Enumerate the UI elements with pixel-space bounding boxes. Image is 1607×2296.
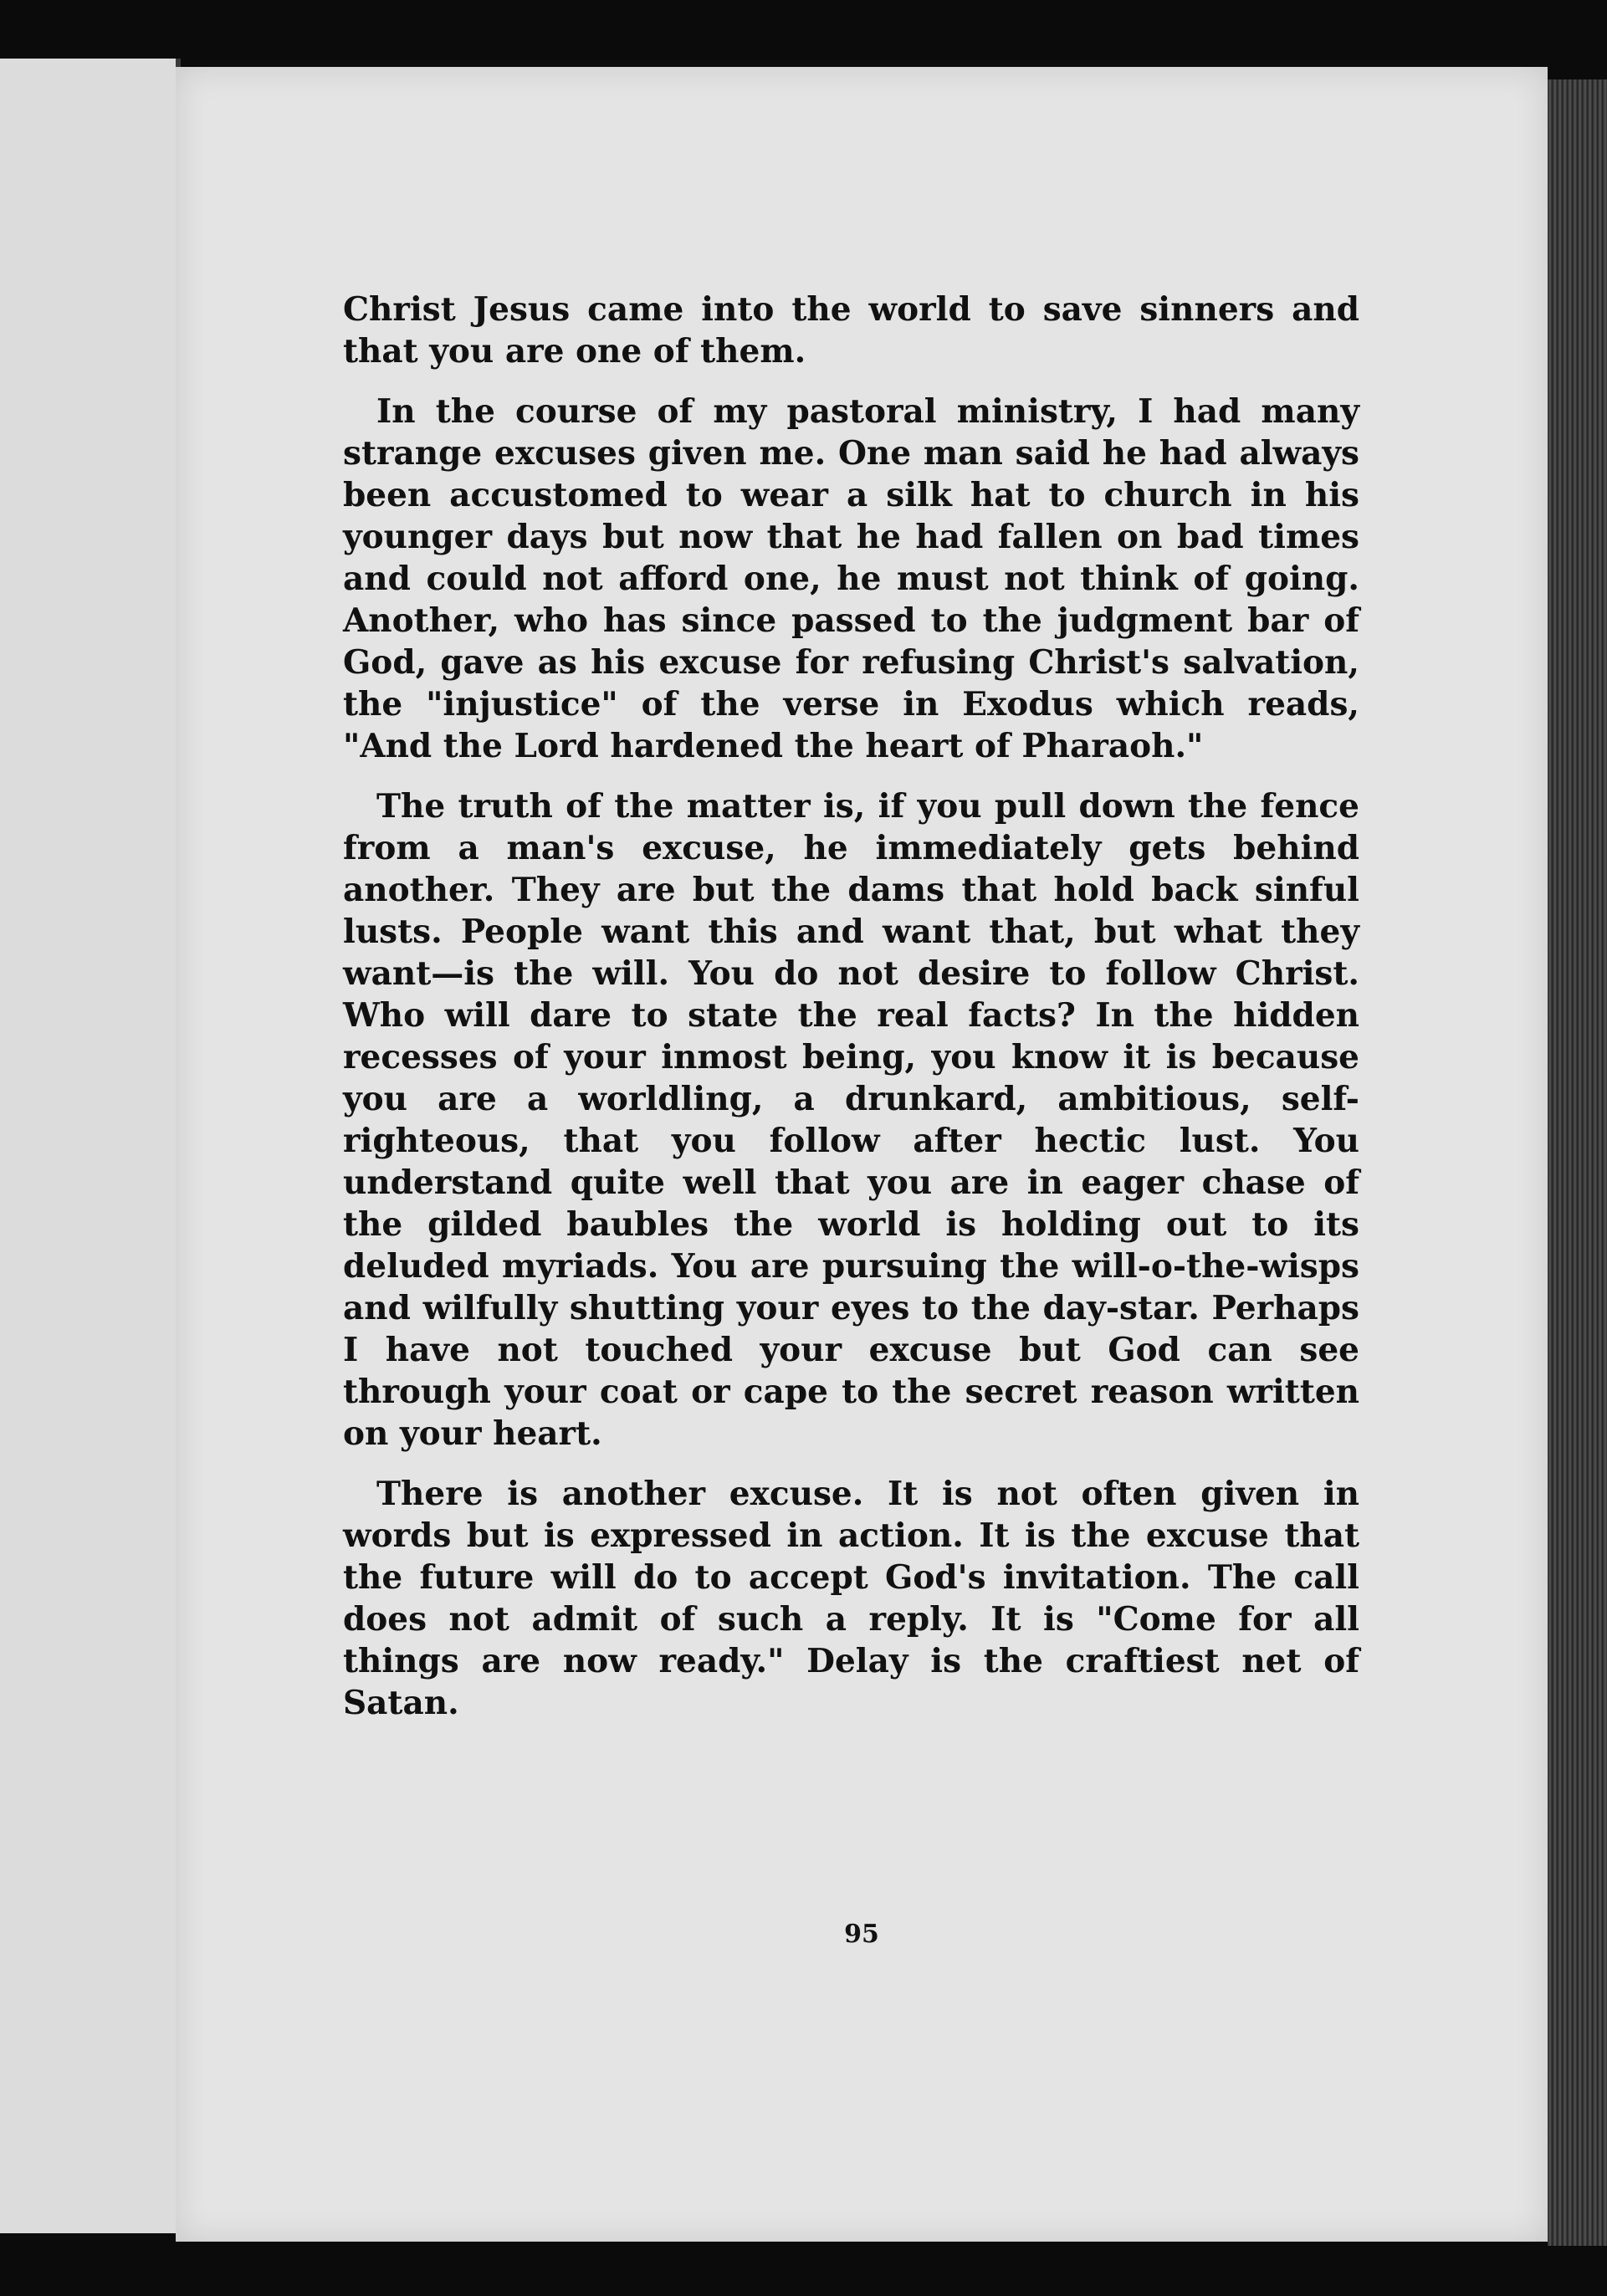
paragraph: Christ Jesus came into the world to save sinners and that you are one of them. xyxy=(343,290,1359,371)
body-text xyxy=(343,289,1359,1742)
page-stack-edge xyxy=(1548,79,1607,2246)
book-page xyxy=(176,67,1548,2242)
paragraph: There is another excuse. It is not often given in words but is expressed in action. It is the excuse that the future will do to accept God's invitation. The call does not admit of such a reply. It is "Come for all things are now ready." Delay is the craftiest net of Satan. xyxy=(343,1475,1359,1722)
paragraph: The truth of the matter is, if you pull down the fence from a man's excuse, he immediately gets behind another. They are but the dams that hold back sinful lusts. People want this and want that, but what they want—is the will. You do not desire to follow Christ. Who will dare to state the real facts? In the hidden recesses of your inmost being, you know it is because you are a worldling, a drunkard, ambitious, self-righteous, that you follow after hectic lust. You understand quite well that you are in eager chase of the gilded baubles the world is holding out to its deluded myriads. You are pursuing the will-o-the-wisps and wilfully shutting your eyes to the day-star. Perhaps I have not touched your excuse but God can see through your coat or cape to the secret reason written on your heart. xyxy=(343,787,1359,1453)
paragraph: In the course of my pastoral ministry, I had many strange excuses given me. One man said he had always been accustomed to wear a silk hat to church in his younger days but now that he had fallen on bad times and could not afford one, he must not think of going. Another, who has since passed to the judgment bar of God, gave as his excuse for refusing Christ's salvation, the "injustice" of the verse in Exodus which reads, "And the Lord hardened the heart of Pharaoh." xyxy=(343,392,1359,765)
page-number: 95 xyxy=(844,1920,879,1949)
facing-page-edge xyxy=(0,59,181,2233)
